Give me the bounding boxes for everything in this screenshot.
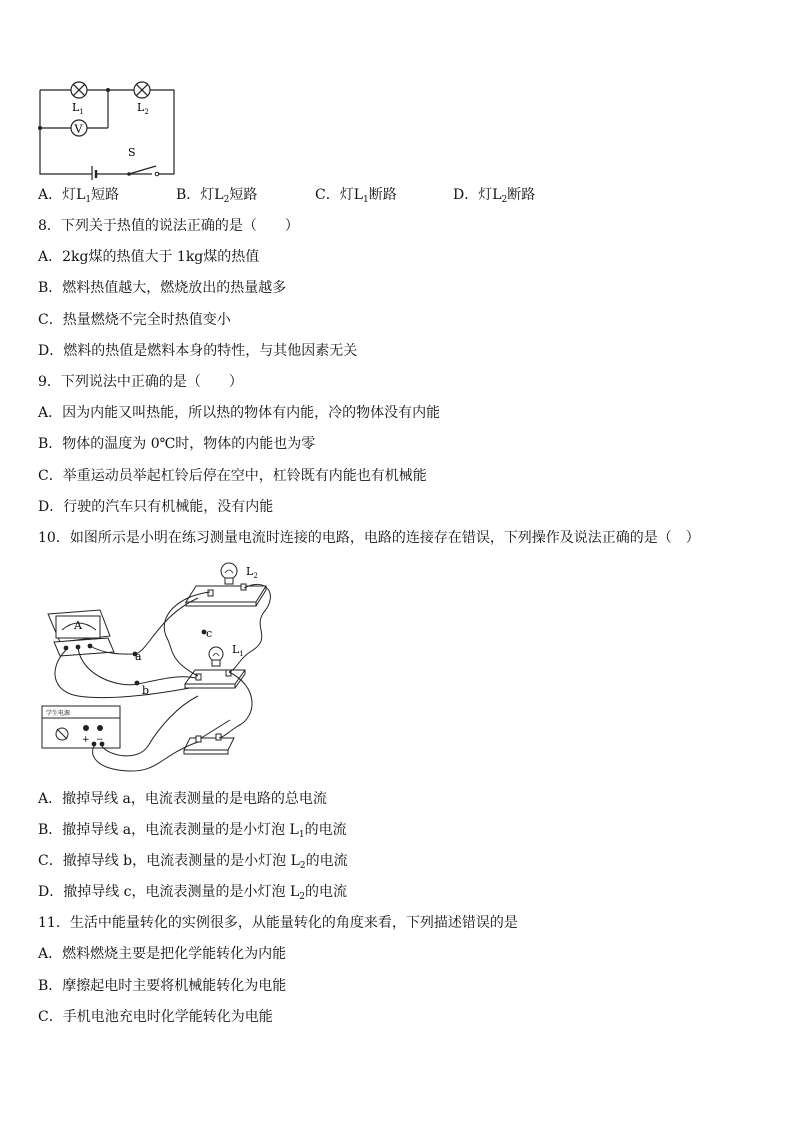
- q8-option-a: A．2kg煤的热值大于 1kg煤的热值: [38, 249, 260, 265]
- q7-option-a: A．灯$L_1$短路: [38, 187, 120, 205]
- q9-option-a: A．因为内能又叫热能，所以热的物体有内能，冷的物体没有内能: [38, 405, 441, 421]
- ammeter-label: A: [74, 619, 82, 632]
- lamp1-label: L: [232, 643, 240, 656]
- svg-text:L2: $L_2$: [137, 101, 149, 116]
- q9-option-d: D．行驶的汽车只有机械能，没有内能: [38, 499, 274, 515]
- wire-b-label: b: [142, 684, 150, 697]
- q10-circuit-illustration: [38, 556, 288, 778]
- switch-label: S: [128, 146, 136, 159]
- lamp1-label: L: [72, 101, 80, 114]
- q11-stem: 11．生活中能量转化的实例很多，从能量转化的角度来看，下列描述错误的是: [38, 915, 518, 931]
- q10-option-a: A．撤掉导线 a，电流表测量的是电路的总电流: [38, 791, 327, 807]
- q7-option-b: B．灯$L_2$短路: [176, 187, 258, 205]
- minus-terminal-label: −: [96, 735, 104, 745]
- q9-stem: 9．下列说法中正确的是（ ）: [38, 374, 243, 390]
- q10-stem: 10．如图所示是小明在练习测量电流时连接的电路，电路的连接存在错误，下列操作及说法正确的是（ ）: [38, 530, 700, 546]
- q11-option-c: C．手机电池充电时化学能转化为电能: [38, 1009, 273, 1025]
- q8-option-d: D．燃料的热值是燃料本身的特性，与其他因素无关: [38, 343, 358, 359]
- svg-text:L1: $L_1$: [72, 101, 84, 116]
- q7-option-d: D．灯$L_2$断路: [453, 187, 536, 205]
- q8-stem: 8．下列关于热值的说法正确的是（ ）: [38, 218, 299, 234]
- q10-option-c: C．撤掉导线 b，电流表测量的是小灯泡 $L_2$的电流: [38, 853, 348, 871]
- q11-option-a: A．燃料燃烧主要是把化学能转化为内能: [38, 946, 287, 962]
- q10-option-d: D．撤掉导线 c，电流表测量的是小灯泡 $L_2$的电流: [38, 884, 347, 902]
- q9-option-c: C．举重运动员举起杠铃后停在空中，杠铃既有内能也有机械能: [38, 468, 427, 484]
- wire-c-label: c: [206, 627, 213, 640]
- lamp2-label: L: [137, 101, 145, 114]
- q11-option-b: B．摩擦起电时主要将机械能转化为电能: [38, 978, 287, 994]
- wire-a-label: a: [135, 650, 142, 663]
- q7-circuit-diagram: [34, 76, 184, 180]
- power-supply-label: 学生电源: [46, 710, 71, 717]
- q9-option-b: B．物体的温度为 0℃时，物体的内能也为零: [38, 436, 316, 452]
- plus-terminal-label: +: [82, 735, 90, 745]
- svg-text:L1: $L_1$: [232, 643, 244, 658]
- lamp2-label: L: [246, 565, 254, 578]
- q10-option-b: B．撤掉导线 a，电流表测量的是小灯泡 $L_1$的电流: [38, 822, 347, 840]
- q8-option-b: B．燃料热值越大，燃烧放出的热量越多: [38, 280, 287, 296]
- q8-option-c: C．热量燃烧不完全时热值变小: [38, 312, 231, 328]
- q7-option-c: C．灯$L_1$断路: [315, 187, 397, 205]
- svg-text:L2: $L_2$: [246, 565, 258, 580]
- voltmeter-label: V: [74, 122, 83, 136]
